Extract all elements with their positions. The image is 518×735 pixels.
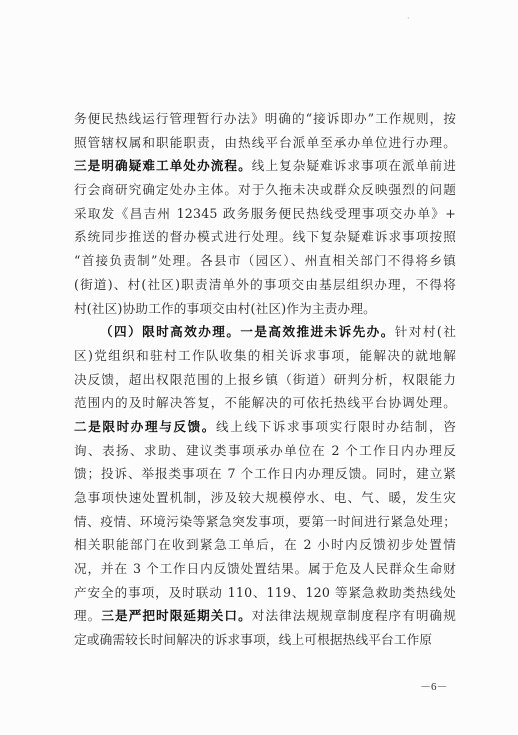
body-text-segment: 线上线下诉求事项实行限时办结制，咨 <box>216 418 456 434</box>
text-line <box>74 178 456 202</box>
body-text-segment: 对法律法规规章制度程序有明确规 <box>251 608 457 624</box>
text-line <box>74 557 456 581</box>
body-text-segment: 决反馈，超出权限范围的上报乡镇（街道）研判分析，权限能力 <box>74 371 456 387</box>
text-line <box>74 154 456 178</box>
body-text-segment: (街道)、村(社区)职责清单外的事项交由基层组织办理，不得将 <box>74 276 456 292</box>
body-text-segment: 定或确需较长时间解决的诉求事项，线上可根据热线平台工作原 <box>74 632 433 648</box>
body-text-segment: 线上复杂疑难诉求事项在派单前进 <box>251 158 456 174</box>
body-text-segment: 系统同步推送的督办模式进行处理。线下复杂疑难诉求事项按照 <box>74 229 456 245</box>
text-line <box>74 273 456 297</box>
body-text-segment: 产安全的事项，及时联动 110、119、120 等紧急救助类热线处 <box>74 584 456 600</box>
body-text-segment: 采取发《昌吉州 12345 政务服务便民热线受理事项交办单》+ <box>74 205 456 221</box>
text-line <box>74 131 456 155</box>
body-text-segment: 况，并在 3 个工作日内反馈处置结果。属于危及人民群众生命财 <box>74 561 456 577</box>
text-line <box>74 581 456 605</box>
body-text-segment: 照管辖权属和职能职责，由热线平台派单至承办单位进行办理。 <box>74 134 456 150</box>
text-line <box>74 391 456 415</box>
body-text-segment: 理。 <box>74 608 102 624</box>
text-line <box>74 368 456 392</box>
text-line <box>74 486 456 510</box>
text-line <box>74 344 456 368</box>
body-text-segment: “首接负责制”处理。各县市（园区）、州直相关部门不得将乡镇 <box>74 253 456 269</box>
paragraph <box>74 320 456 652</box>
bold-heading-text: （四）限时高效办理。一是高效推进未诉先办。 <box>100 324 395 340</box>
text-line <box>74 415 456 439</box>
body-text-segment: 村(社区)协助工作的事项交由村(社区)作为主责办理。 <box>74 300 376 316</box>
text-line <box>74 107 456 131</box>
body-text-segment: 馈；投诉、举报类事项在 7 个工作日内办理反馈。同时，建立紧 <box>74 466 456 482</box>
body-text-segment: 相关职能部门在收到紧急工单后，在 2 小时内反馈初步处置情 <box>74 537 456 553</box>
text-line <box>74 202 456 226</box>
page-number: －6－ <box>420 681 448 693</box>
text-line <box>74 533 456 557</box>
text-line <box>74 628 456 652</box>
body-text-segment: 行会商研究确定处办主体。对于久拖未决或群众反映强烈的问题 <box>74 182 456 198</box>
bold-heading-text: 三是明确疑难工单处办流程。 <box>74 158 252 174</box>
body-text-segment: 范围内的及时解决答复，不能解决的可依托热线平台协调处理。 <box>74 395 456 411</box>
corner-mark: · <box>407 14 410 23</box>
text-line <box>74 439 456 463</box>
body-text-segment: 务便民热线运行管理暂行办法》明确的“接诉即办”工作规则，按 <box>74 111 456 126</box>
body-text-segment: 询、表扬、求助、建议类事项承办单位在 2 个工作日内办理反 <box>74 442 456 458</box>
text-line <box>74 604 456 628</box>
bold-heading-text: 二是限时办理与反馈。 <box>74 418 216 434</box>
text-line <box>74 510 456 534</box>
body-text-segment: 急事项快速处置机制，涉及较大规模停水、电、气、暖，发生灾 <box>74 490 456 505</box>
text-line <box>74 225 456 249</box>
text-line <box>74 462 456 486</box>
text-line <box>74 249 456 273</box>
text-line <box>74 297 456 321</box>
text-line <box>74 320 456 344</box>
paragraph <box>74 107 456 320</box>
body-text <box>74 107 456 652</box>
bold-heading-text: 三是严把时限延期关口。 <box>101 608 252 624</box>
body-text-segment: 情、疫情、环境污染等紧急突发事项，要第一时间进行紧急处理； <box>74 513 456 529</box>
body-text-segment: 针对村(社 <box>394 324 457 340</box>
body-text-segment: 区)党组织和驻村工作队收集的相关诉求事项，能解决的就地解 <box>74 347 456 363</box>
